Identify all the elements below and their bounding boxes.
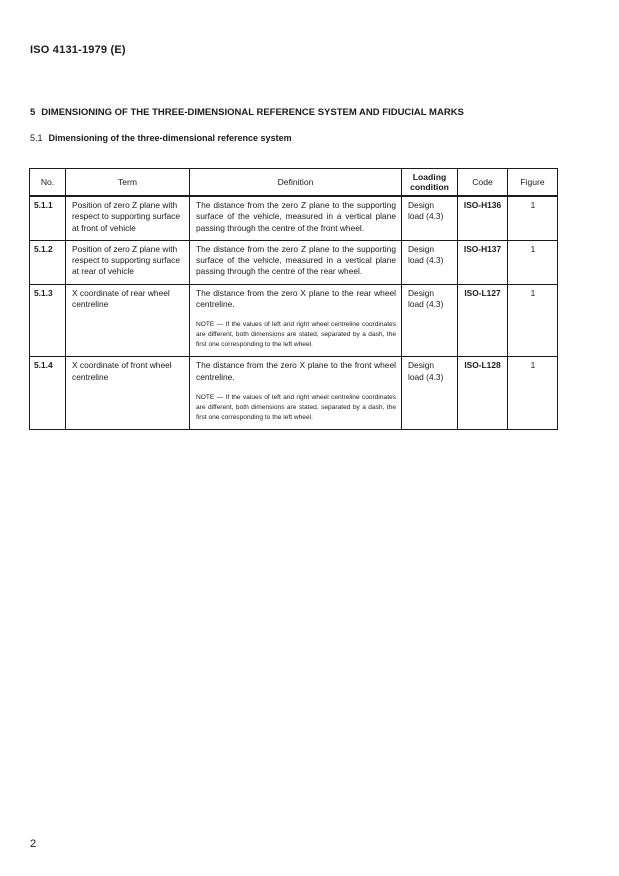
table-row <box>30 357 558 430</box>
cell-term: Position of zero Z plane with respect to supporting surface at rear of vehicle <box>66 240 190 284</box>
cell-code: ISO-H136 <box>458 196 508 240</box>
section-number: 5 <box>30 107 36 118</box>
cell-loading-condition: Design load (4.3) <box>402 284 458 357</box>
subsection-title: Dimensioning of the three-dimensional reference system <box>48 133 292 143</box>
cell-figure: 1 <box>508 196 558 240</box>
cell-no: 5.1.1 <box>30 196 66 240</box>
cell-figure: 1 <box>508 284 558 357</box>
cell-definition <box>190 357 402 430</box>
table-header-row <box>30 169 558 197</box>
subsection-number: 5.1 <box>30 133 43 143</box>
definition-note: NOTE — If the values of left and right wheel centreline coordinates are different, both dimensions are stated, separated by a dash, the first one corresponding to the left wheel. <box>196 393 396 421</box>
cell-term: X coordinate of rear wheel centreline <box>66 284 190 357</box>
cell-no: 5.1.4 <box>30 357 66 430</box>
cell-loading-condition: Design load (4.3) <box>402 196 458 240</box>
loading-header-line1: Loading <box>412 172 447 182</box>
cell-figure: 1 <box>508 357 558 430</box>
cell-definition <box>190 196 402 240</box>
subsection-heading <box>30 133 292 143</box>
cell-term: Position of zero Z plane with respect to supporting surface at front of vehicle <box>66 196 190 240</box>
column-header-code: Code <box>458 169 508 197</box>
cell-figure: 1 <box>508 240 558 284</box>
column-header-loading-condition <box>402 169 458 197</box>
cell-no: 5.1.2 <box>30 240 66 284</box>
section-title: DIMENSIONING OF THE THREE-DIMENSIONAL REFERENCE SYSTEM AND FIDUCIAL MARKS <box>41 107 464 118</box>
definition-text: The distance from the zero X plane to the front wheel centreline. <box>196 360 396 382</box>
definition-text: The distance from the zero Z plane to the supporting surface of the vehicle, measured in a vertical plane passing through the centre of the rear wheel. <box>196 243 396 277</box>
document-header-id: ISO 4131-1979 (E) <box>30 44 126 56</box>
table-row <box>30 284 558 357</box>
cell-loading-condition: Design load (4.3) <box>402 357 458 430</box>
column-header-term: Term <box>66 169 190 197</box>
column-header-definition: Definition <box>190 169 402 197</box>
definition-note: NOTE — If the values of left and right wheel centreline coordinates are different, both dimensions are stated, separated by a dash, the first one corresponding to the left wheel. <box>196 321 396 349</box>
table-row <box>30 240 558 284</box>
cell-term: X coordinate of front wheel centreline <box>66 357 190 430</box>
cell-definition <box>190 284 402 357</box>
cell-code: ISO-H137 <box>458 240 508 284</box>
column-header-figure: Figure <box>508 169 558 197</box>
definition-text: The distance from the zero Z plane to the supporting surface of the vehicle, measured in a vertical plane passing through the centre of the front wheel. <box>196 200 396 233</box>
page-number: 2 <box>30 838 37 850</box>
definition-text: The distance from the zero X plane to the rear wheel centreline. <box>196 287 396 310</box>
table-row <box>30 196 558 240</box>
cell-code: ISO-L128 <box>458 357 508 430</box>
cell-no: 5.1.3 <box>30 284 66 357</box>
cell-definition <box>190 240 402 284</box>
column-header-no: No. <box>30 169 66 197</box>
section-heading <box>30 107 464 118</box>
cell-loading-condition: Design load (4.3) <box>402 240 458 284</box>
definitions-table <box>29 168 558 430</box>
cell-code: ISO-L127 <box>458 284 508 357</box>
loading-header-line2: condition <box>410 182 449 192</box>
